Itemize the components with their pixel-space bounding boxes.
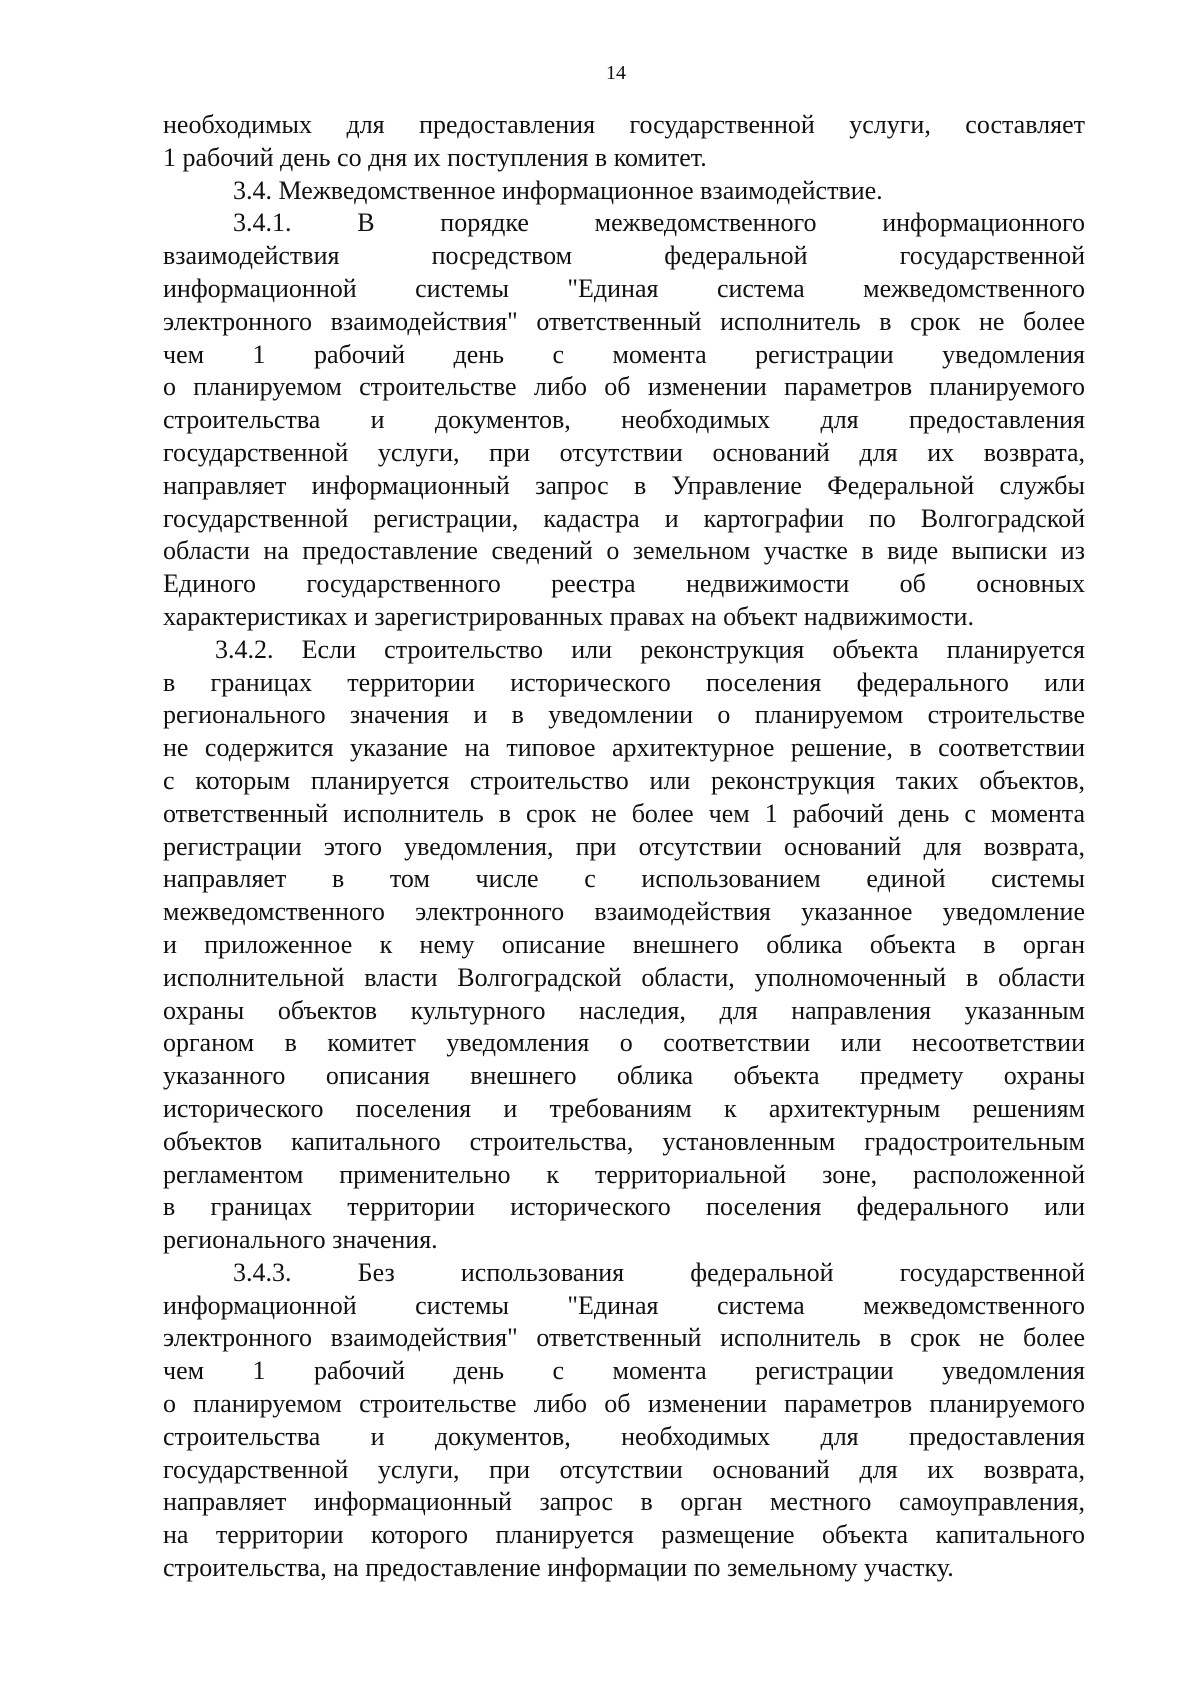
text-line: регламентом применительно к территориальной зоне, расположенной — [163, 1159, 1085, 1189]
text-line: межведомственного электронного взаимодействия указанное уведомление — [163, 897, 1085, 927]
text-line: государственной регистрации, кадастра и картографии по Волгоградской — [163, 503, 1085, 533]
text-line: государственной услуги, при отсутствии оснований для их возврата, — [163, 437, 1085, 467]
text-line: не содержится указание на типовое архитектурное решение, в соответствии — [163, 733, 1085, 763]
text-line: информационной системы "Единая система межведомственного — [163, 273, 1085, 303]
text-line: государственной услуги, при отсутствии оснований для их возврата, — [163, 1454, 1085, 1484]
text-line: электронного взаимодействия" ответственный исполнитель в срок не более — [163, 1323, 1085, 1353]
text-line: 3.4.2. Если строительство или реконструкция объекта планируется — [215, 634, 1085, 664]
text-line: регионального значения. — [163, 1225, 438, 1255]
text-line: Единого государственного реестра недвижимости об основных — [163, 569, 1085, 599]
text-line: 3.4.1. В порядке межведомственного информационного — [233, 208, 1085, 238]
text-line: ответственный исполнитель в срок не более чем 1 рабочий день с момента — [163, 798, 1085, 828]
text-line: с которым планируется строительство или реконструкция таких объектов, — [163, 765, 1085, 795]
text-line: информационной системы "Единая система межведомственного — [163, 1290, 1085, 1320]
text-line: в границах территории исторического поселения федерального или — [163, 667, 1085, 697]
text-line: направляет в том числе с использованием единой системы — [163, 864, 1085, 894]
text-line: электронного взаимодействия" ответственный исполнитель в срок не более — [163, 306, 1085, 336]
text-line: 1 рабочий день со дня их поступления в комитет. — [163, 142, 707, 172]
text-line: характеристиках и зарегистрированных правах на объект надвижимости. — [163, 601, 974, 631]
text-line: органом в комитет уведомления о соответствии или несоответствии — [163, 1028, 1085, 1058]
text-line: на территории которого планируется размещение объекта капитального — [163, 1520, 1085, 1550]
document-body — [163, 109, 1085, 1585]
text-line: регионального значения и в уведомлении о планируемом строительстве — [163, 700, 1085, 730]
text-line: о планируемом строительстве либо об изменении параметров планируемого — [163, 1389, 1085, 1419]
text-line: чем 1 рабочий день с момента регистрации уведомления — [163, 1356, 1085, 1386]
text-line: направляет информационный запрос в Управление Федеральной службы — [163, 470, 1085, 500]
text-line: в границах территории исторического поселения федерального или — [163, 1192, 1085, 1222]
text-line: и приложенное к нему описание внешнего облика объекта в орган — [163, 929, 1085, 959]
text-line: 3.4. Межведомственное информационное взаимодействие. — [233, 175, 883, 205]
text-line: исторического поселения и требованиям к архитектурным решениям — [163, 1093, 1085, 1123]
text-line: исполнительной власти Волгоградской области, уполномоченный в области — [163, 962, 1085, 992]
text-line: области на предоставление сведений о земельном участке в виде выписки из — [163, 536, 1085, 566]
text-line: указанного описания внешнего облика объекта предмету охраны — [163, 1061, 1085, 1091]
text-line: взаимодействия посредством федеральной государственной — [163, 241, 1085, 271]
text-line: строительства и документов, необходимых для предоставления — [163, 405, 1085, 435]
text-line: о планируемом строительстве либо об изменении параметров планируемого — [163, 372, 1085, 402]
text-line: направляет информационный запрос в орган местного самоуправления, — [163, 1487, 1085, 1517]
text-line: объектов капитального строительства, установленным градостроительным — [163, 1126, 1085, 1156]
text-line: охраны объектов культурного наследия, для направления указанным — [163, 995, 1085, 1025]
text-line: строительства, на предоставление информации по земельному участку. — [163, 1553, 954, 1583]
text-line: чем 1 рабочий день с момента регистрации уведомления — [163, 339, 1085, 369]
text-line: необходимых для предоставления государственной услуги, составляет — [163, 110, 1085, 139]
text-line: регистрации этого уведомления, при отсутствии оснований для возврата, — [163, 831, 1085, 861]
text-line: 3.4.3. Без использования федеральной государственной — [233, 1257, 1085, 1287]
text-line: строительства и документов, необходимых для предоставления — [163, 1421, 1085, 1451]
page-number: 14 — [606, 62, 626, 84]
